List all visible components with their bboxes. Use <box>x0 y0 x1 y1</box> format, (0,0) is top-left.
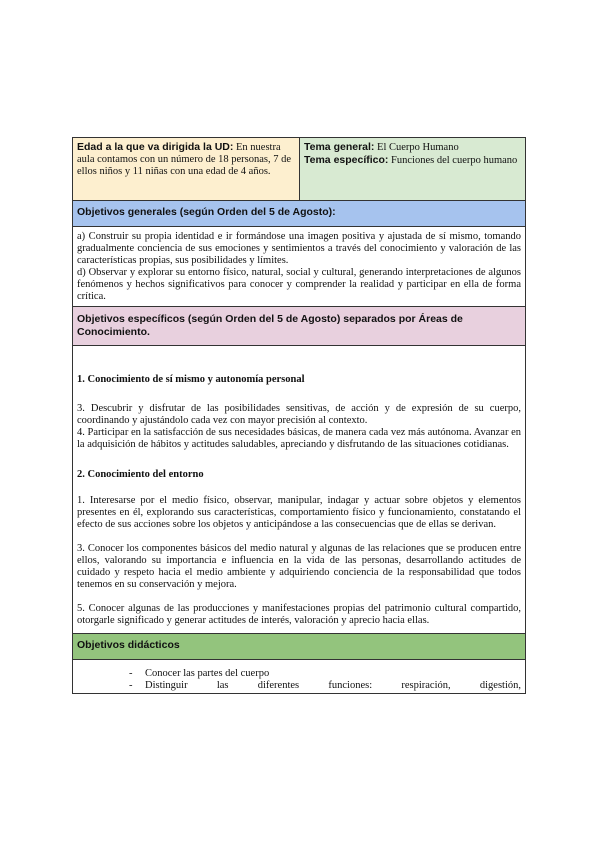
general-objectives-heading-row <box>73 201 526 227</box>
area2-title: 2. Conocimiento del entorno <box>77 469 204 480</box>
area1-title: 1. Conocimiento de sí mismo y autonomía personal <box>77 374 305 385</box>
topic-cell <box>300 138 526 201</box>
specific-objectives-heading-row <box>73 307 526 346</box>
didactic-objective-1: Conocer las partes del cuerpo <box>145 668 270 679</box>
didactic-objectives-row <box>73 660 526 694</box>
didactic-objectives-body <box>73 660 526 694</box>
general-objectives-body <box>73 227 526 307</box>
header-row <box>73 138 526 201</box>
general-topic-text: El Cuerpo Humano <box>374 142 459 153</box>
didactic-objectives-heading: Objetivos didácticos <box>73 634 526 660</box>
didactic-objectives-heading-row <box>73 634 526 660</box>
age-cell <box>73 138 300 201</box>
general-objectives-row <box>73 227 526 307</box>
area1-objective-4: 4. Participar en la satisfacción de sus necesidades básicas, de manera cada vez más autónoma. Avanzar en la adquisición de hábitos y actitudes saludables, apreciando y disfrutando de las situaciones cotidianas. <box>77 427 521 450</box>
general-objectives-heading: Objetivos generales (según Orden del 5 de Agosto): <box>73 201 526 227</box>
general-objective-a: a) Construir su propia identidad e ir formándose una imagen positiva y ajustada de sí mismo, tomando gradualmente conciencia de sus emociones y sentimientos a través del conocimiento y valoración de las características propias, sus posibilidades y límites. <box>77 231 521 266</box>
age-label: Edad a la que va dirigida la UD: <box>77 141 234 153</box>
area2-objective-1: 1. Interesarse por el medio físico, observar, manipular, indagar y actuar sobre objetos y elementos presentes en él, explorando sus características, comportamiento físico y funcionamiento, constatando el efecto de sus acciones sobre los objetos y anticipándose a las consecuencias que de ellas se derivan. <box>77 495 521 530</box>
specific-topic-label: Tema específico: <box>304 154 389 166</box>
age-text: En nuestra aula contamos con un número de 18 personas, 7 de ellos niños y 11 niñas con una edad de 4 años. <box>77 142 292 177</box>
specific-topic-text: Funciones del cuerpo humano <box>388 155 518 166</box>
specific-objectives-row <box>73 346 526 634</box>
specific-objectives-body <box>73 346 526 634</box>
list-bullet: - <box>129 680 133 691</box>
area2-objective-3: 3. Conocer los componentes básicos del medio natural y algunas de las relaciones que se producen entre ellos, valorando su importancia e influencia en la vida de las personas, desarrollando actitudes de cuidado y respeto hacia el medio ambiente y adquiriendo conciencia de la responsabilidad que todos tenemos en su conservación y mejora. <box>77 543 521 590</box>
specific-objectives-heading: Objetivos específicos (según Orden del 5 de Agosto) separados por Áreas de Conocimiento. <box>73 307 526 346</box>
didactic-list <box>77 668 521 692</box>
list-bullet: - <box>129 668 133 679</box>
general-topic-label: Tema general: <box>304 141 375 153</box>
document-page <box>72 137 525 694</box>
area2-objective-5: 5. Conocer algunas de las producciones y manifestaciones propias del patrimonio cultural compartido, otorgarle significado y generar actitudes de interés, valoración y aprecio hacia ellas. <box>77 603 521 626</box>
general-objective-d: d) Observar y explorar su entorno físico, natural, social y cultural, generando interpretaciones de algunos fenómenos y hechos significativos para conocer y comprender la realidad y participar en ella de forma crítica. <box>77 267 521 302</box>
list-item <box>129 668 521 680</box>
area1-objective-3: 3. Descubrir y disfrutar de las posibilidades sensitivas, de acción y de expresión de su cuerpo, coordinando y ajustándolo cada vez con mayor precisión al contexto. <box>77 403 521 426</box>
list-item <box>129 680 521 692</box>
didactic-unit-table <box>72 137 526 694</box>
didactic-objective-2: Distinguir las diferentes funciones: respiración, digestión, <box>145 680 521 691</box>
